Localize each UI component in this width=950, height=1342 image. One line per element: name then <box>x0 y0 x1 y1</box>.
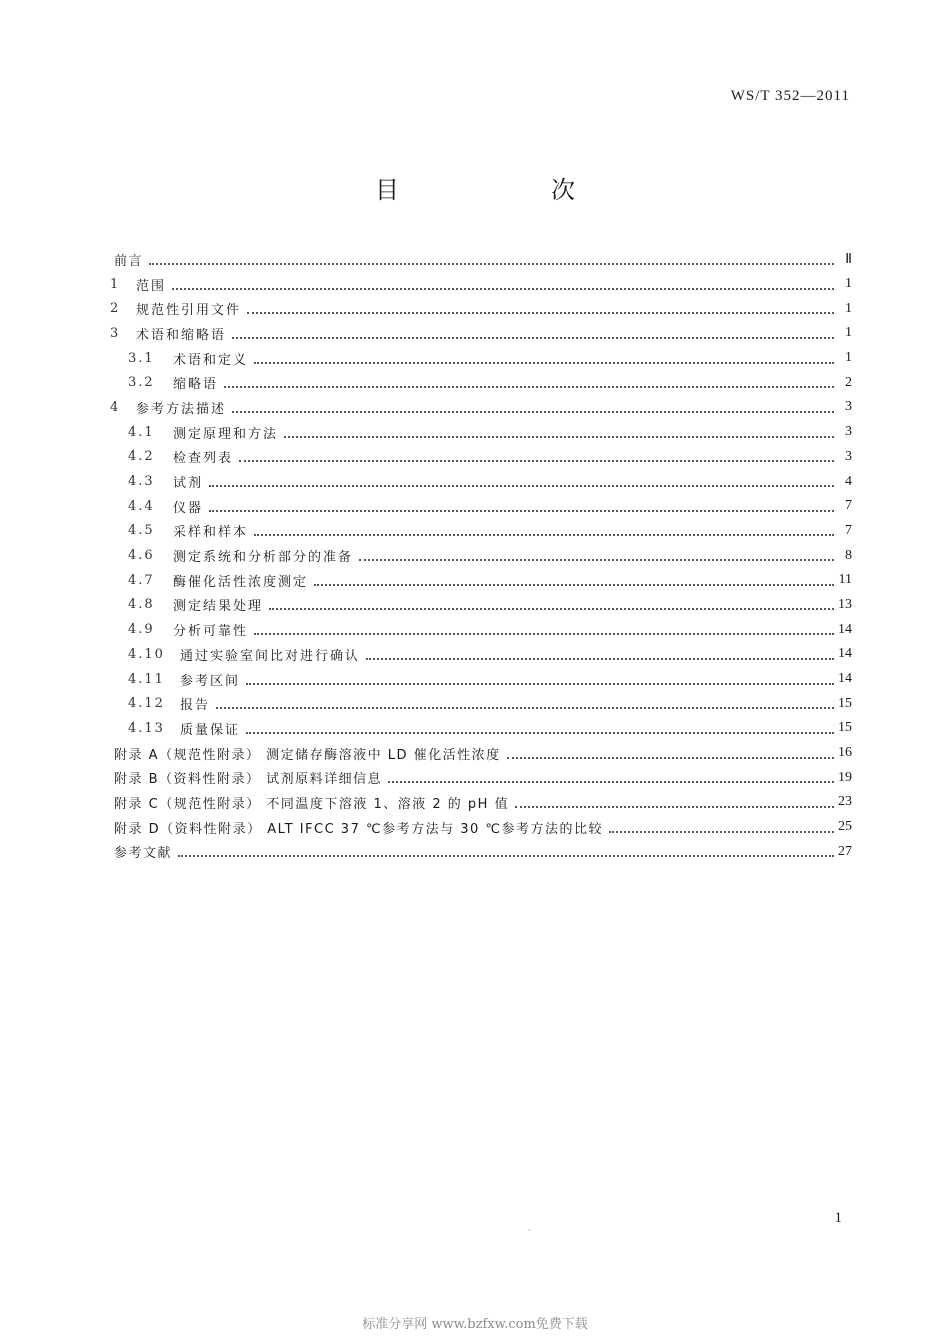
leader-dots <box>178 842 834 857</box>
leader-dots <box>515 793 834 808</box>
toc-entry-reagents[interactable] <box>110 469 852 494</box>
toc-entry-label: 附录 D（资料性附录） ALT IFCC 37 ℃参考方法与 30 ℃参考方法的比较 <box>114 821 603 837</box>
toc-entry-label: 质量保证 <box>180 722 241 738</box>
toc-entry-label: 测定原理和方法 <box>173 426 279 442</box>
toc-entry-label: 附录 A（规范性附录） 测定储存酶溶液中 LD 催化活性浓度 <box>114 747 501 763</box>
leader-dots <box>284 423 834 438</box>
toc-entry-foreword[interactable] <box>110 247 852 272</box>
toc-entry-abbreviations[interactable] <box>110 370 852 395</box>
leader-dots <box>254 521 834 536</box>
leader-dots <box>216 694 834 709</box>
toc-entry-number: 4.13 <box>128 720 165 736</box>
toc-entry-normative-references[interactable] <box>110 296 852 321</box>
toc-entry-sampling[interactable] <box>110 519 852 544</box>
toc-entry-checklist[interactable] <box>110 445 852 470</box>
toc-entry-number: 4.11 <box>128 671 165 687</box>
toc-entry-label: 检查列表 <box>173 451 234 467</box>
toc-entry-annex-d[interactable] <box>110 815 852 840</box>
toc-entry-page: 14 <box>838 621 852 637</box>
toc-entry-page: Ⅱ <box>845 251 852 267</box>
toc-entry-page: 16 <box>838 745 852 761</box>
leader-dots <box>254 620 834 635</box>
toc-entry-reliability[interactable] <box>110 617 852 642</box>
toc-entry-interlab-validation[interactable] <box>110 642 852 667</box>
toc-entry-number: 2 <box>110 301 121 317</box>
toc-entry-label: 缩略语 <box>173 377 219 393</box>
toc-entry-number: 4.10 <box>128 646 165 662</box>
watermark: 标准分享网 www.bzfxw.com免费下载 <box>362 1317 588 1332</box>
leader-dots <box>246 719 834 734</box>
toc-entry-principle-method[interactable] <box>110 420 852 445</box>
leader-dots <box>254 349 834 364</box>
toc-entry-label: 参考文献 <box>114 846 173 862</box>
toc-entry-page: 23 <box>838 794 852 810</box>
toc-entry-label: 通过实验室间比对进行确认 <box>180 648 361 664</box>
toc-entry-page: 7 <box>845 522 852 538</box>
toc-entry-instruments[interactable] <box>110 494 852 519</box>
toc-entry-page: 3 <box>845 448 852 464</box>
toc-entry-page: 19 <box>838 769 852 785</box>
toc-entry-number: 4.6 <box>128 548 155 564</box>
toc-entry-bibliography[interactable] <box>110 840 852 865</box>
toc-entry-quality-assurance[interactable] <box>110 716 852 741</box>
leader-dots <box>232 324 834 339</box>
scan-mark: ˴ <box>528 1225 531 1234</box>
toc-entry-number: 3 <box>110 325 121 341</box>
toc-entry-label: 分析可靠性 <box>173 624 249 640</box>
toc-entry-number: 4.4 <box>128 498 155 514</box>
toc-title: 目 次 <box>375 176 639 204</box>
toc-entry-number: 3.2 <box>128 375 155 391</box>
toc-entry-page: 8 <box>845 547 852 563</box>
toc-entry-label: 参考方法描述 <box>136 401 227 417</box>
toc-entry-page: 1 <box>845 325 852 341</box>
toc-entry-page: 3 <box>845 399 852 415</box>
toc-entry-terms-abbreviations[interactable] <box>110 321 852 346</box>
toc-entry-activity-measurement[interactable] <box>110 568 852 593</box>
toc-entry-label: 测定系统和分析部分的准备 <box>173 550 354 566</box>
toc-entry-number: 4.2 <box>128 449 155 465</box>
toc-entry-page: 13 <box>838 596 852 612</box>
toc-entry-page: 1 <box>845 350 852 366</box>
toc-entry-page: 1 <box>845 300 852 316</box>
toc-entry-number: 4.8 <box>128 597 155 613</box>
toc-entry-label: 范围 <box>136 278 167 294</box>
toc-entry-page: 15 <box>838 695 852 711</box>
leader-dots <box>239 447 834 462</box>
toc-entry-label: 前言 <box>114 253 144 269</box>
toc-entry-annex-b[interactable] <box>110 765 852 790</box>
toc-entry-reference-interval[interactable] <box>110 667 852 692</box>
toc-entry-method-description[interactable] <box>110 395 852 420</box>
toc-entry-annex-c[interactable] <box>110 790 852 815</box>
leader-dots <box>359 546 834 561</box>
toc-entry-label: 采样和样本 <box>173 525 249 541</box>
toc-entry-label: 规范性引用文件 <box>136 303 242 319</box>
toc-entry-page: 3 <box>845 424 852 440</box>
toc-entry-page: 27 <box>838 843 852 859</box>
leader-dots <box>366 645 834 660</box>
toc-entry-page: 1 <box>845 276 852 292</box>
leader-dots <box>247 299 834 314</box>
toc-entry-number: 4.12 <box>128 696 165 712</box>
page-number: 1 <box>834 1210 842 1226</box>
toc-entry-result-processing[interactable] <box>110 593 852 618</box>
leader-dots <box>149 250 834 265</box>
leader-dots <box>609 818 834 833</box>
toc-entry-page: 25 <box>838 819 852 835</box>
toc-entry-number: 4.1 <box>128 424 155 440</box>
toc-entry-label: 报告 <box>180 698 211 714</box>
toc-entry-scope[interactable] <box>110 272 852 297</box>
toc-entry-page: 14 <box>838 671 852 687</box>
document-code: WS/T 352—2011 <box>730 88 850 104</box>
toc-entry-label: 测定结果处理 <box>173 599 264 615</box>
toc-entry-label: 试剂 <box>173 476 204 492</box>
toc-entry-system-preparation[interactable] <box>110 543 852 568</box>
toc-entry-terms-definitions[interactable] <box>110 346 852 371</box>
toc-entry-number: 4.7 <box>128 572 155 588</box>
table-of-contents <box>110 247 852 864</box>
leader-dots <box>246 670 834 685</box>
leader-dots <box>209 497 834 512</box>
toc-entry-annex-a[interactable] <box>110 741 852 766</box>
leader-dots <box>224 373 834 388</box>
toc-entry-page: 14 <box>838 646 852 662</box>
toc-entry-label: 术语和缩略语 <box>136 327 227 343</box>
toc-entry-number: 4.3 <box>128 474 155 490</box>
toc-entry-number: 4.9 <box>128 622 155 638</box>
leader-dots <box>172 275 834 290</box>
leader-dots <box>314 571 834 586</box>
toc-entry-report[interactable] <box>110 691 852 716</box>
toc-entry-label: 附录 C（规范性附录） 不同温度下溶液 1、溶液 2 的 pH 值 <box>114 796 510 812</box>
toc-entry-label: 术语和定义 <box>173 352 249 368</box>
toc-entry-label: 酶催化活性浓度测定 <box>173 574 309 590</box>
toc-entry-page: 7 <box>845 498 852 514</box>
toc-entry-page: 2 <box>845 374 852 390</box>
leader-dots <box>269 595 834 610</box>
leader-dots <box>232 398 834 413</box>
toc-entry-number: 3.1 <box>128 350 155 366</box>
toc-entry-label: 仪器 <box>173 500 204 516</box>
toc-entry-page: 15 <box>838 720 852 736</box>
toc-entry-page: 11 <box>838 572 852 588</box>
toc-entry-number: 4 <box>110 399 121 415</box>
toc-entry-number: 4.5 <box>128 523 155 539</box>
leader-dots <box>507 744 834 759</box>
toc-entry-page: 4 <box>845 473 852 489</box>
leader-dots <box>209 472 834 487</box>
toc-entry-label: 参考区间 <box>180 673 241 689</box>
leader-dots <box>388 768 834 783</box>
toc-entry-number: 1 <box>110 276 121 292</box>
toc-entry-label: 附录 B（资料性附录） 试剂原料详细信息 <box>114 772 383 788</box>
